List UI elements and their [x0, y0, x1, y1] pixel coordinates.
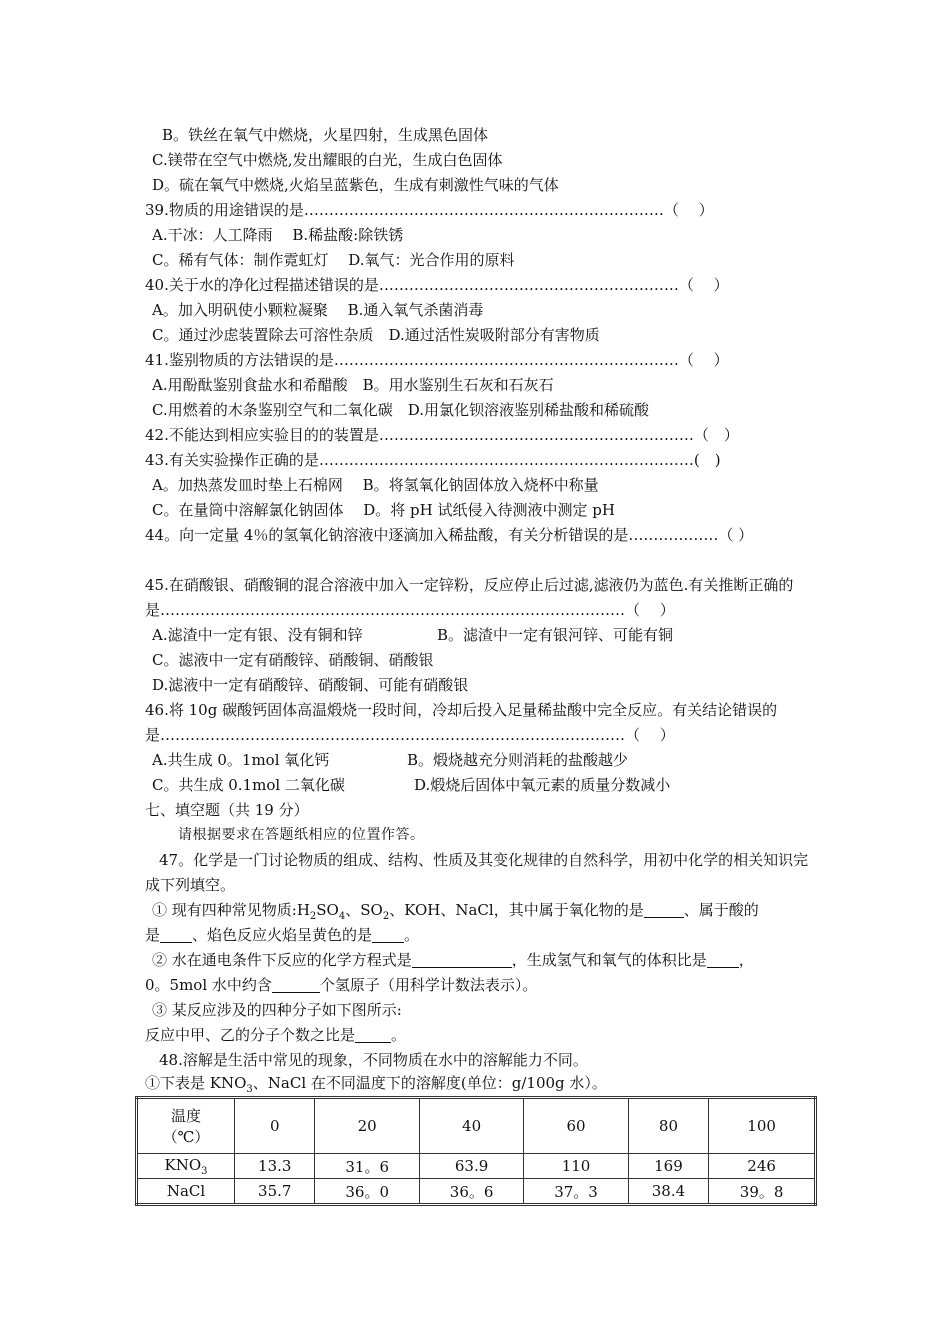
answer-blank[interactable]: [160, 926, 192, 943]
q43-options-cd: C。在量筒中溶解氯化钠固体 D。将 pH 试纸侵入待测液中测定 pH: [152, 501, 615, 519]
q47-part-2-line-1: ② 水在通电条件下反应的化学方程式是 ，生成氢气和氧气的体积比是 ，: [152, 951, 754, 969]
table-cell: 169: [628, 1154, 708, 1179]
section-7-heading: 七、填空题（共 19 分）: [145, 801, 309, 819]
solubility-table: [135, 1096, 817, 1206]
question-46: 46.将 10g 碳酸钙固体高温煅烧一段时间，冷却后投入足量稀盐酸中完全反应。有关结论错误的是…………………………………………………………………………………（ ）: [145, 701, 778, 744]
q38-option-d: D。硫在氧气中燃烧,火焰呈蓝紫色，生成有刺激性气味的气体: [152, 176, 559, 194]
q38-option-b: B。铁丝在氧气中燃烧，火星四射，生成黑色固体: [162, 126, 489, 144]
q47-part-1-line-1: ① 现有四种常见物质$:H_2SO_4$、$SO_2$、KOH、NaCl，其中属于氧化物的是 、属于酸的: [152, 901, 759, 922]
table-cell: 38.4: [628, 1179, 708, 1205]
temperature-cell: 20: [315, 1098, 419, 1154]
table-cell: 13.3: [235, 1154, 315, 1179]
table-cell: 35.7: [235, 1179, 315, 1205]
temperature-header: 温度 （℃）: [137, 1098, 235, 1154]
question-47: 47。化学是一门讨论物质的组成、结构、性质及其变化规律的自然科学，用初中化学的相关知识完成下列填空。: [145, 851, 809, 894]
answer-blank[interactable]: [644, 901, 684, 918]
temperature-cell: 100: [709, 1098, 816, 1154]
answer-blank[interactable]: [372, 926, 404, 943]
q45-option-b: B。滤渣中一定有银河锌、可能有铜: [437, 626, 674, 644]
q47-part-3: ③ 某反应涉及的四种分子如下图所示:: [152, 1001, 402, 1019]
question-41: 41.鉴别物质的方法错误的是……………………………………………………………（ ）: [145, 351, 729, 369]
q46-option-b: B。煅烧越充分则消耗的盐酸越少: [407, 751, 629, 769]
question-40: 40.关于水的净化过程描述错误的是……………………………………………………（ ）: [145, 276, 729, 294]
table-header-row: [137, 1098, 816, 1154]
q47-part-2-line-2: 0。5mol 水中约含 个氢原子（用科学计数法表示）。: [145, 976, 538, 994]
q45-option-a: A.滤渣中一定有银、没有铜和锌: [152, 626, 363, 644]
q43-options-ab: A。加热蒸发皿时垫上石棉网 B。将氢氧化钠固体放入烧杯中称量: [152, 476, 599, 494]
question-48: 48.溶解是生活中常见的现象，不同物质在水中的溶解能力不同。: [159, 1051, 588, 1069]
answer-instruction: 请根据要求在答题纸相应的位置作答。: [178, 827, 425, 843]
table-cell: 39。8: [709, 1179, 816, 1205]
temperature-cell: 60: [524, 1098, 628, 1154]
question-44: 44。向一定量 4％的氢氧化钠溶液中逐滴加入稀盐酸，有关分析错误的是………………（ ）: [145, 526, 754, 544]
q47-part-3-question: 反应中甲、乙的分子个数之比是 。: [145, 1026, 407, 1044]
q40-options-cd: C。通过沙虑装置除去可溶性杂质 D.通过活性炭吸附部分有害物质: [152, 326, 600, 344]
q46-option-a: A.共生成 0。1mol 氧化钙: [152, 751, 330, 769]
q48-part-1: ①下表是 $KNO_3$、NaCl 在不同温度下的溶解度(单位：g/100g 水）。: [145, 1074, 607, 1095]
q39-options-cd: C。稀有气体：制作霓虹灯 D.氧气：光合作用的原料: [152, 251, 515, 269]
table-cell: 63.9: [419, 1154, 523, 1179]
answer-blank[interactable]: [707, 951, 739, 968]
q38-option-c: C.镁带在空气中燃烧,发出耀眼的白光，生成白色固体: [152, 151, 503, 169]
temperature-cell: 80: [628, 1098, 708, 1154]
table-cell: 36。0: [315, 1179, 419, 1205]
answer-blank[interactable]: [272, 976, 320, 993]
question-43: 43.有关实验操作正确的是…………………………………………………………………( ): [145, 451, 721, 469]
question-42: 42.不能达到相应实验目的的装置是………………………………………………………（ ）: [145, 426, 739, 444]
table-row-nacl: [137, 1179, 816, 1205]
table-row-kno3: [137, 1154, 816, 1179]
q41-options-ab: A.用酚酞鉴别食盐水和希醋酸 B。用水鉴别生石灰和石灰石: [152, 376, 554, 394]
q40-options-ab: A。加入明矾使小颗粒凝聚 B.通入氧气杀菌消毒: [152, 301, 484, 319]
question-45: 45.在硝酸银、硝酸铜的混合溶液中加入一定锌粉，反应停止后过滤,滤液仍为蓝色.有关推断正确的是…………………………………………………………………………………（ ）: [145, 576, 794, 619]
q47-part-1-line-2: 是 、焰色反应火焰呈黄色的是 。: [145, 926, 420, 944]
q46-option-d: D.煅烧后固体中氧元素的质量分数减小: [414, 776, 671, 794]
table-cell: 110: [524, 1154, 628, 1179]
temperature-cell: 0: [235, 1098, 315, 1154]
q39-options-ab: A.干冰：人工降雨 B.稀盐酸:除铁锈: [152, 226, 404, 244]
q45-option-d: D.滤液中一定有硝酸锌、硝酸铜、可能有硝酸银: [152, 676, 469, 694]
kno3-label: $KNO_3$: [137, 1154, 235, 1179]
table-cell: 36。6: [419, 1179, 523, 1205]
q46-option-c: C。共生成 0.1mol 二氧化碳: [152, 776, 345, 794]
temperature-cell: 40: [419, 1098, 523, 1154]
q45-option-c: C。滤液中一定有硝酸锌、硝酸铜、硝酸银: [152, 651, 434, 669]
nacl-label: NaCl: [137, 1179, 235, 1205]
answer-blank[interactable]: [412, 951, 512, 968]
answer-blank[interactable]: [355, 1026, 391, 1043]
q41-options-cd: C.用燃着的木条鉴别空气和二氧化碳 D.用氯化钡溶液鉴别稀盐酸和稀硫酸: [152, 401, 649, 419]
table-cell: 37。3: [524, 1179, 628, 1205]
table-cell: 246: [709, 1154, 816, 1179]
question-39: 39.物质的用途错误的是………………………………………………………………（ ）: [145, 201, 714, 219]
table-cell: 31。6: [315, 1154, 419, 1179]
